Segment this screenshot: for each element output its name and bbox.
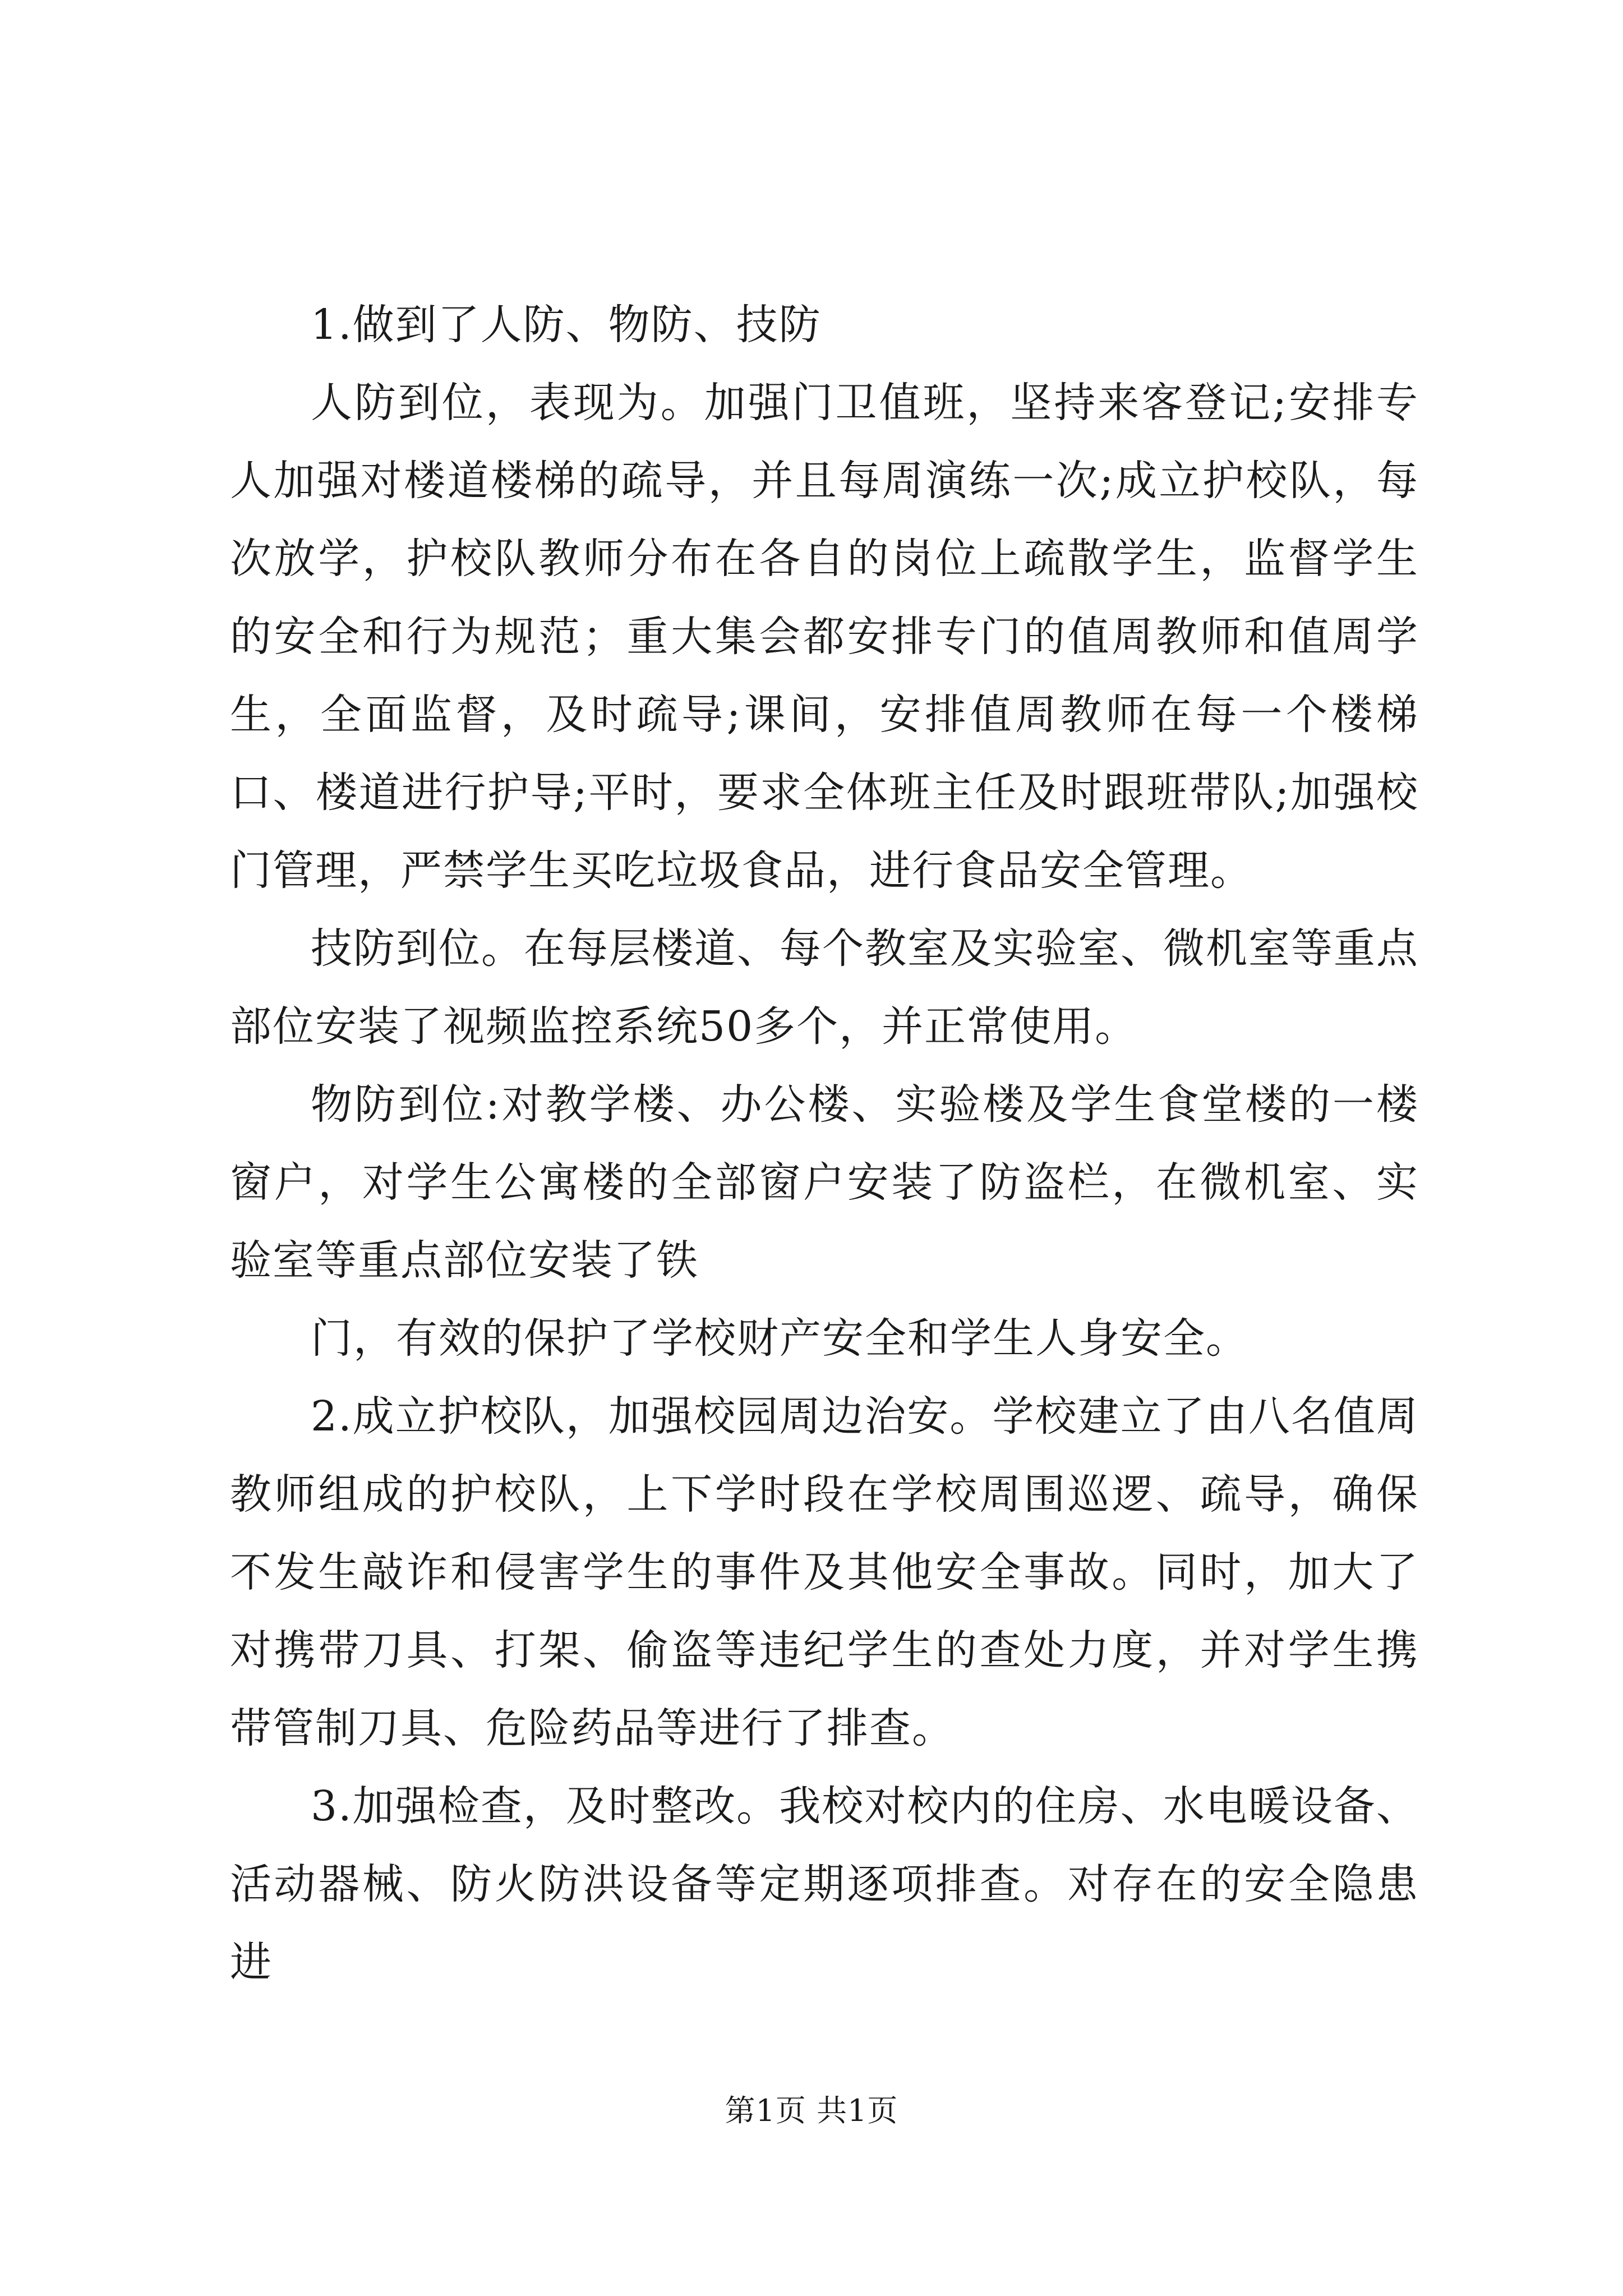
paragraph-1: 1.做到了人防、物防、技防 xyxy=(311,301,822,349)
document-body xyxy=(230,286,1419,2001)
paragraph-7: 3.加强检查，及时整改。我校对校内的住房、水电暖设备、活动器械、防火防洪设备等定期逐项排查。对存在的安全隐患进 xyxy=(230,1782,1419,1986)
paragraph-6: 2.成立护校队，加强校园周边治安。学校建立了由八名值周教师组成的护校队，上下学时段在学校周围巡逻、疏导，确保不发生敲诈和侵害学生的事件及其他安全事故。同时，加大了对携带刀具、打架、偷盗等违纪学生的查处力度，并对学生携带管制刀具、危险药品等进行了排查。 xyxy=(230,1392,1419,1752)
paragraph-5: 门，有效的保护了学校财产安全和学生人身安全。 xyxy=(311,1314,1248,1363)
paragraph-4: 物防到位:对教学楼、办公楼、实验楼及学生食堂楼的一楼窗户，对学生公寓楼的全部窗户安装了防盗栏，在微机室、实验室等重点部位安装了铁 xyxy=(230,1080,1419,1285)
page-footer: 第1页 共1页 xyxy=(725,2093,898,2128)
paragraph-2: 人防到位，表现为。加强门卫值班，坚持来客登记;安排专人加强对楼道楼梯的疏导，并且每周演练一次;成立护校队，每次放学，护校队教师分布在各自的岗位上疏散学生，监督学生的安全和行为规范；重大集会都安排专门的值周教师和值周学生，全面监督，及时疏导;课间，安排值周教师在每一个楼梯口、楼道进行护导;平时，要求全体班主任及时跟班带队;加强校门管理，严禁学生买吃垃圾食品，进行食品安全管理。 xyxy=(230,379,1419,895)
paragraph-3: 技防到位。在每层楼道、每个教室及实验室、微机室等重点部位安装了视频监控系统50多个，并正常使用。 xyxy=(230,924,1419,1051)
